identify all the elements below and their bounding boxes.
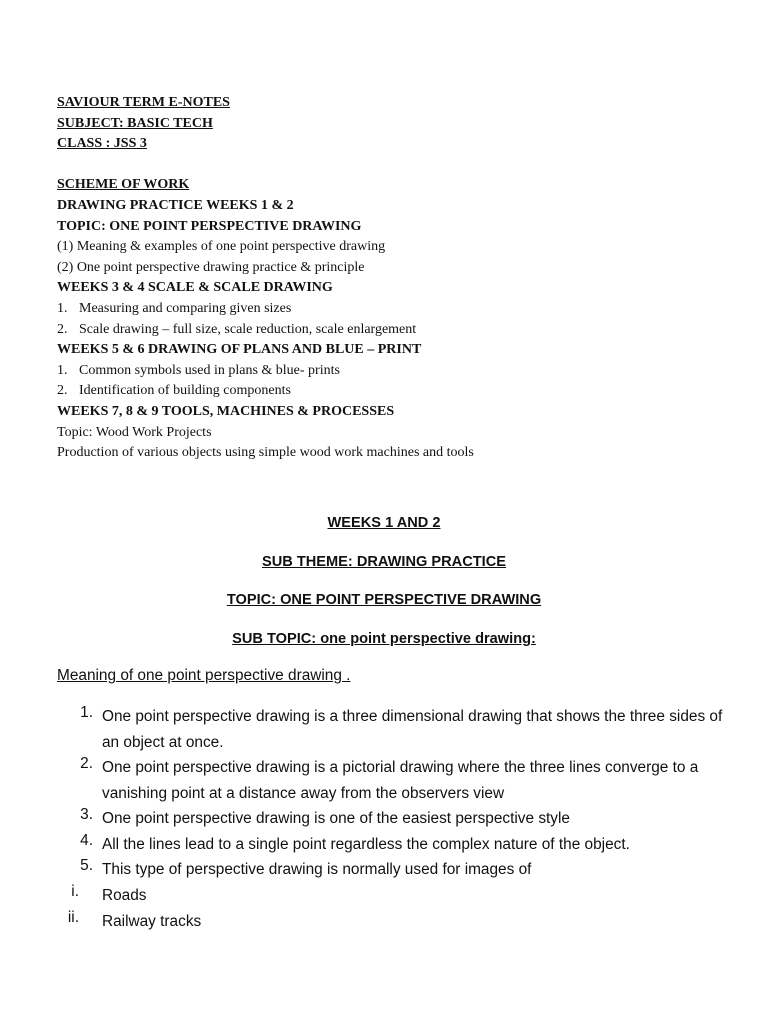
weeks12-heading: DRAWING PRACTICE WEEKS 1 & 2 xyxy=(57,197,294,213)
list-number: 2. xyxy=(57,383,68,399)
example-text: Railway tracks xyxy=(102,913,202,930)
point-number: 5. xyxy=(80,857,93,874)
point-number: 4. xyxy=(80,832,93,849)
weeks34-item-2 xyxy=(57,320,747,341)
point-text: This type of perspective drawing is normally used for images of xyxy=(102,861,532,878)
weeks56-item-1 xyxy=(57,361,747,382)
point-text: One point perspective drawing is one of the easiest perspective style xyxy=(102,810,570,827)
example-numeral: i. xyxy=(71,883,79,900)
list-number: 2. xyxy=(57,321,68,337)
weeks12-item-2: (2) One point perspective drawing practice & principle xyxy=(57,259,365,275)
meaning-heading: Meaning of one point perspective drawing . xyxy=(57,667,351,684)
weeks34-heading: WEEKS 3 & 4 SCALE & SCALE DRAWING xyxy=(57,280,333,296)
point-number: 2. xyxy=(80,755,93,772)
weeks12-item-1: (1) Meaning & examples of one point perspective drawing xyxy=(57,239,386,255)
header-line-3: CLASS : JSS 3 xyxy=(57,136,147,152)
example-text: Roads xyxy=(102,887,147,904)
point-number: 1. xyxy=(80,704,93,721)
header-line-1: SAVIOUR TERM E-NOTES xyxy=(57,95,230,110)
topic-heading: TOPIC: ONE POINT PERSPECTIVE DRAWING xyxy=(226,592,542,608)
weeks12-topic: TOPIC: ONE POINT PERSPECTIVE DRAWING xyxy=(57,218,362,234)
point-number: 3. xyxy=(80,806,93,823)
sub-theme-heading: SUB THEME: DRAWING PRACTICE xyxy=(261,554,507,570)
scheme-block xyxy=(57,93,747,464)
list-text: Measuring and comparing given sizes xyxy=(79,300,292,316)
point-text: One point perspective drawing is a pictorial drawing where the three lines converge to a vanishing point at a distance away from the observers view xyxy=(102,759,699,802)
list-text: Scale drawing – full size, scale reduction, scale enlargement xyxy=(79,321,417,337)
list-number: 1. xyxy=(57,362,68,378)
point-text: All the lines lead to a single point regardless the complex nature of the object. xyxy=(102,836,630,853)
lesson-weeks-heading: WEEKS 1 AND 2 xyxy=(327,515,441,531)
header-line-2: SUBJECT: BASIC TECH xyxy=(57,115,213,131)
weeks34-item-1 xyxy=(57,299,747,320)
scheme-title: SCHEME OF WORK xyxy=(57,177,190,193)
spacer xyxy=(57,155,747,176)
sub-topic-heading: SUB TOPIC: one point perspective drawing: xyxy=(232,631,536,647)
weeks789-topic: Topic: Wood Work Projects xyxy=(57,424,212,440)
list-number: 1. xyxy=(57,300,68,316)
example-numeral: ii. xyxy=(67,909,79,926)
point-text: One point perspective drawing is a three dimensional drawing that shows the three sides of an object at once. xyxy=(102,708,723,751)
weeks56-item-2 xyxy=(57,381,747,402)
list-text: Identification of building components xyxy=(79,383,291,399)
list-text: Common symbols used in plans & blue- prints xyxy=(79,362,340,378)
weeks56-heading: WEEKS 5 & 6 DRAWING OF PLANS AND BLUE – PRINT xyxy=(57,342,422,358)
weeks789-heading: WEEKS 7, 8 & 9 TOOLS, MACHINES & PROCESSES xyxy=(57,403,395,419)
weeks789-description: Production of various objects using simple wood work machines and tools xyxy=(57,445,474,461)
